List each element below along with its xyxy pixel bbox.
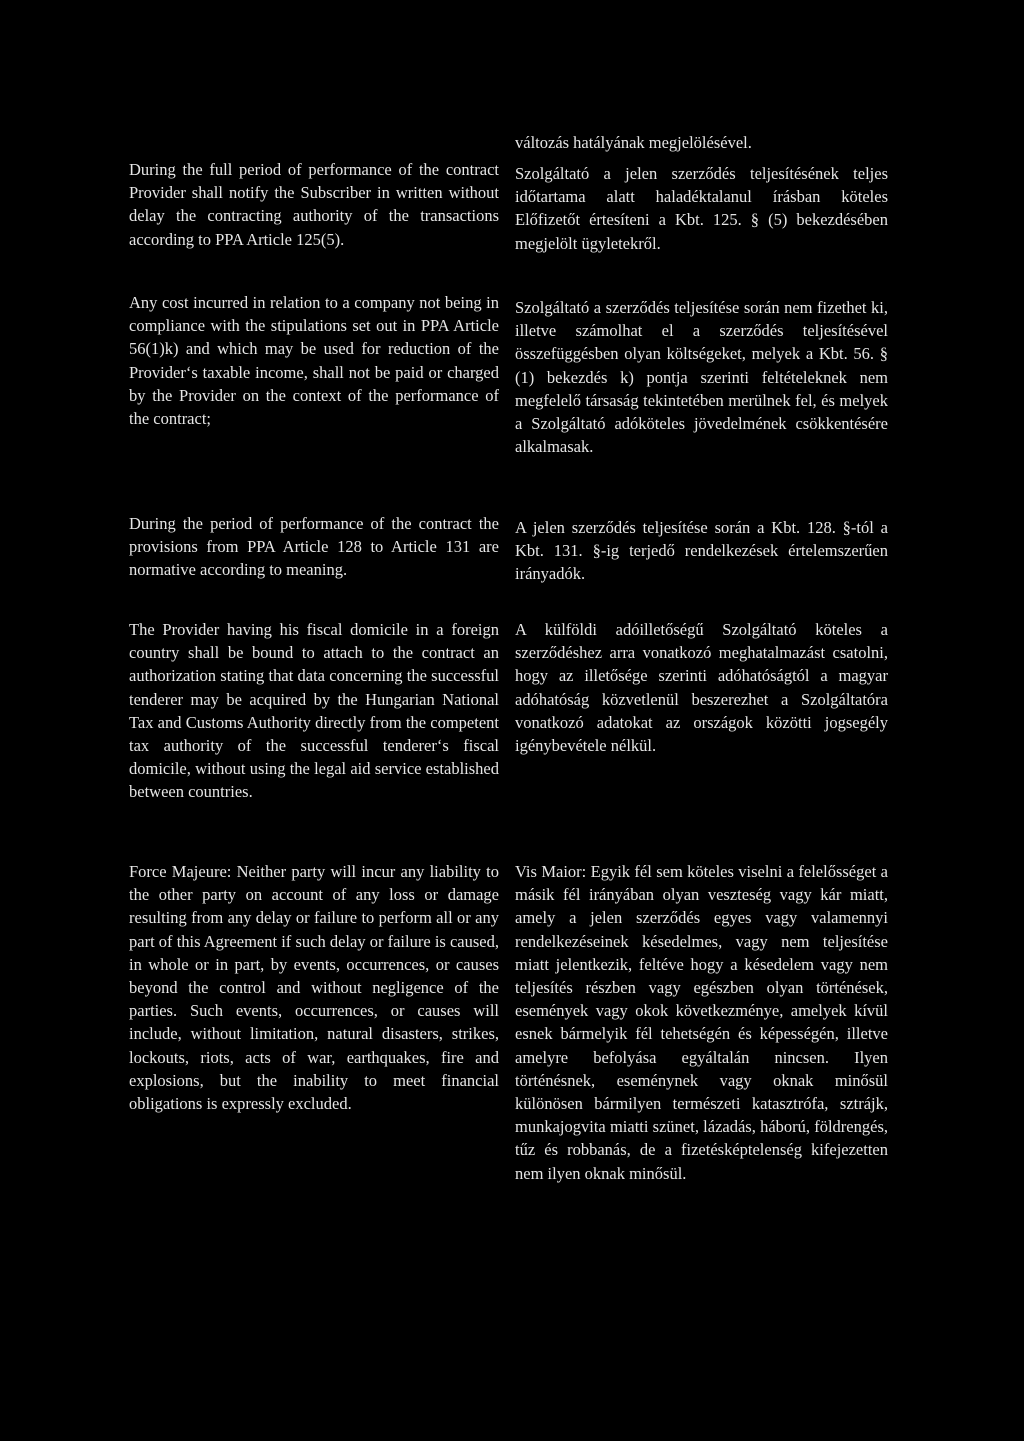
hu-paragraph-provisions: A jelen szerződés teljesítése során a Kbt. 128. §-tól a Kbt. 131. §-ig terjedő rendelkezések értelemszerűen irányadók. [515,518,888,584]
en-paragraph-provisions: During the period of performance of the contract the provisions from PPA Article 128 to Article 131 are normative according to meaning. [129,514,499,580]
hu-paragraph-fiscal-domicile: A külföldi adóilletőségű Szolgáltató köteles a szerződéshez arra vonatkozó meghatalmazást csatolni, hogy az illetősége szerinti adóhatóságtól a magyar adóhatóság közvetlenül beszerezhet a Szolgáltatóra vonatkozó adatokat az országok közötti jogsegély igénybevétele nélkül. [515,620,888,756]
en-paragraph-fiscal-domicile: The Provider having his fiscal domicile in a foreign country shall be bound to attach to the contract an authorization stating that data concerning the successful tenderer may be acquired by the Hungarian National Tax and Customs Authority directly from the competent tax authority of the successful tenderer‘s fiscal domicile, without using the legal aid service established between countries. [129,620,499,802]
hu-paragraph-continuation: változás hatályának megjelölésével. [515,133,752,152]
hu-paragraph-notification: Szolgáltató a jelen szerződés teljesítésének teljes időtartama alatt haladéktalanul írásban köteles Előfizetőt értesíteni a Kbt. 125. § (5) bekezdésében megjelölt ügyletekről. [515,164,888,253]
hu-paragraph-costs: Szolgáltató a szerződés teljesítése során nem fizethet ki, illetve számolhat el a szerződés teljesítésével összefüggésben olyan költségeket, melyek a Kbt. 56. § (1) bekezdés k) pontja szerinti feltételeknek nem megfelelő társaság tekintetében merülnek fel, és melyek a Szolgáltató adóköteles jövedelmének csökkentésére alkalmasak. [515,298,888,457]
en-paragraph-costs: Any cost incurred in relation to a company not being in compliance with the stipulations set out in PPA Article 56(1)k) and which may be used for reduction of the Provider‘s taxable income, shall not be paid or charged by the Provider on the context of the performance of the contract; [129,293,499,429]
hu-paragraph-vis-maior: Vis Maior: Egyik fél sem köteles viselni a felelősséget a másik fél irányában olyan veszteség vagy kár miatt, amely a jelen szerződés egyes vagy valamennyi rendelkezéseinek késedelmes, vagy nem teljesítése miatt jelentkezik, feltéve hogy a késedelem vagy nem teljesítés részben vagy egészben olyan történések, események vagy okok következménye, amelyek kívül esnek bármelyik fél tehetségén és képességén, illetve amelyre befolyása egyáltalán nincsen. Ilyen történésnek, eseménynek vagy oknak minősül különösen bármilyen természeti katasztrófa, sztrájk, munkajogvita miatti szünet, lázadás, háború, földrengés, tűz és robbanás, de a fizetésképtelenség kifejezetten nem ilyen oknak minősül. [515,862,888,1183]
en-paragraph-force-majeure: Force Majeure: Neither party will incur any liability to the other party on account of any loss or damage resulting from any delay or failure to perform all or any part of this Agreement if such delay or failure is caused, in whole or in part, by events, occurrences, or causes beyond the control and without negligence of the parties. Such events, occurrences, or causes will include, without limitation, natural disasters, strikes, lockouts, riots, acts of war, earthquakes, fire and explosions, but the inability to meet financial obligations is expressly excluded. [129,862,499,1114]
en-paragraph-notification: During the full period of performance of the contract Provider shall notify the Subscriber in written without delay the contracting authority of the transactions according to PPA Article 125(5). [129,160,499,249]
